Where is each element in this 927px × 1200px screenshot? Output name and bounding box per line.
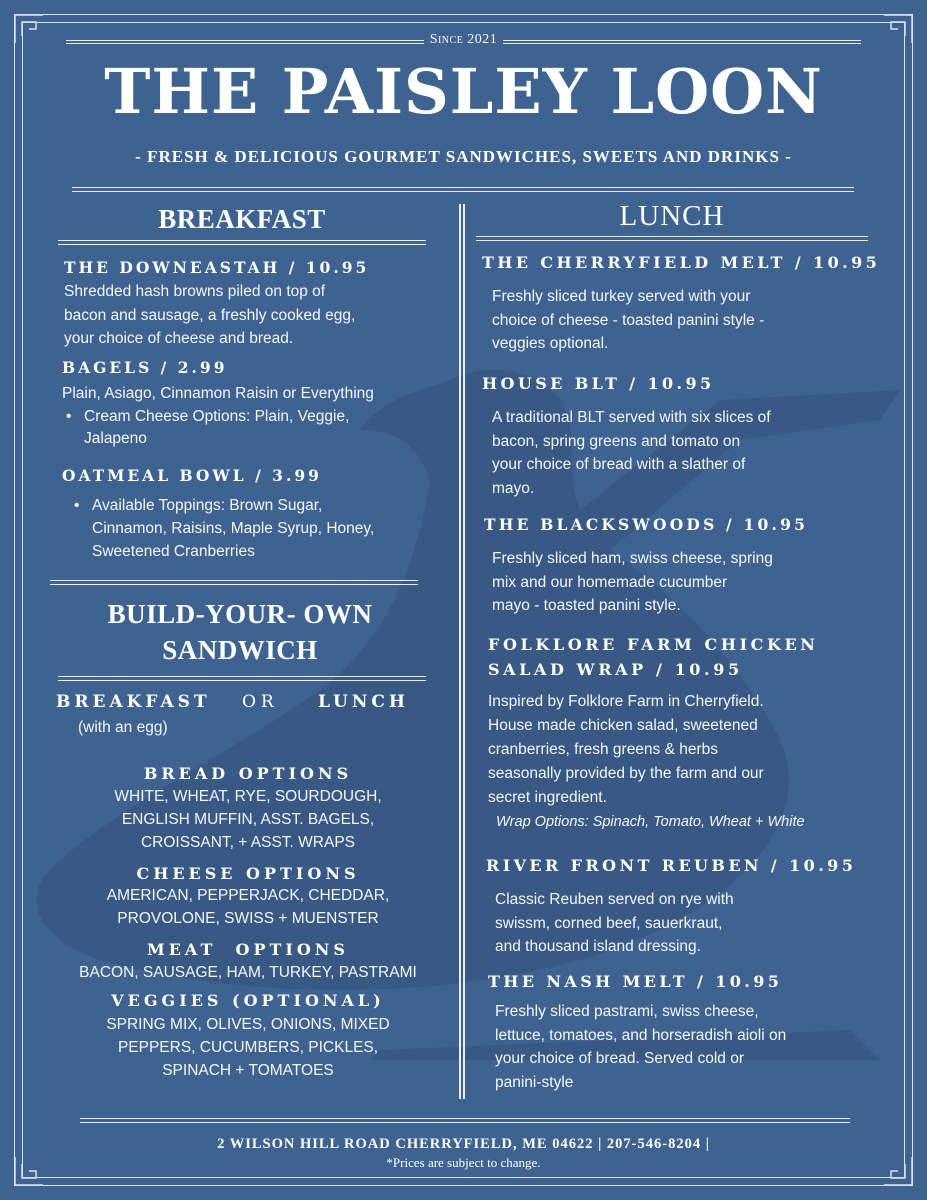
menu-item-heading: HOUSE BLT / 10.95	[482, 374, 715, 393]
menu-item-heading: THE BLACKSWOODS / 10.95	[484, 515, 809, 534]
menu-item-description: Freshly sliced ham, swiss cheese, spring mix and our homemade cucumber mayo - toasted panini style.	[492, 550, 773, 614]
menu-item-description: Plain, Asiago, Cinnamon Raisin or Everything	[62, 385, 374, 402]
footer-note: *Prices are subject to change.	[386, 1155, 541, 1170]
menu-item-description: Shredded hash browns piled on top of bacon and sausage, a freshly cooked egg, your choice of cheese and bread.	[64, 283, 356, 347]
header-divider	[72, 187, 854, 192]
footer-divider	[80, 1118, 850, 1123]
build-title: BUILD-YOUR- OWN SANDWICH	[107, 599, 373, 665]
breakfast-choice: BREAKFAST	[56, 692, 211, 712]
lunch-title: LUNCH	[619, 200, 725, 232]
option-heading: BREAD OPTIONS	[143, 764, 353, 783]
option-heading: CHEESE OPTIONS	[136, 864, 360, 883]
lunch-divider	[476, 236, 868, 241]
menu-item-description: Inspired by Folklore Farm in Cherryfield. House made chicken salad, sweetened cranberries, fresh greens & herbs seasonally provided by the farm and our secret ingredient.	[488, 693, 764, 806]
list-item: • Available Toppings: Brown Sugar, Cinnamon, Raisins, Maple Syrup, Honey, Sweetened Cranberries	[70, 494, 442, 563]
restaurant-subtitle: - FRESH & DELICIOUS GOURMET SANDWICHES, SWEETS AND DRINKS -	[135, 147, 792, 166]
menu-item-description: Freshly sliced pastrami, swiss cheese, lettuce, tomatoes, and horseradish aioli on your choice of bread. Served cold or panini-style	[495, 1003, 787, 1091]
menu-item-heading: THE CHERRYFIELD MELT / 10.95	[482, 253, 881, 272]
option-values: AMERICAN, PEPPERJACK, CHEDDAR, PROVOLONE, SWISS + MUENSTER	[106, 887, 390, 927]
menu-item-description: Freshly sliced turkey served with your choice of cheese - toasted panini style - veggies optional.	[492, 288, 765, 352]
menu-item-heading: FOLKLORE FARM CHICKEN SALAD WRAP / 10.95	[488, 635, 819, 679]
menu-item-heading: OATMEAL BOWL / 3.99	[62, 466, 322, 485]
lunch-choice: LUNCH	[318, 692, 409, 712]
column-divider	[459, 204, 465, 1099]
section-divider	[50, 580, 418, 585]
breakfast-divider	[58, 240, 426, 245]
build-divider	[58, 676, 426, 681]
menu-item-heading: THE DOWNEASTAH / 10.95	[64, 258, 370, 277]
menu-item-description: Classic Reuben served on rye with swissm, corned beef, sauerkraut, and thousand island dressing.	[495, 891, 734, 955]
option-heading: MEAT OPTIONS	[147, 940, 349, 959]
bullet-list	[70, 494, 442, 563]
breakfast-title: BREAKFAST	[158, 204, 326, 234]
footer-address: 2 WILSON HILL ROAD CHERRYFIELD, ME 04622 | 207-546-8204 |	[217, 1136, 710, 1152]
option-values: BACON, SAUSAGE, HAM, TURKEY, PASTRAMI	[79, 964, 417, 981]
egg-note: (with an egg)	[78, 719, 168, 736]
list-item: • Cream Cheese Options: Plain, Veggie, Jalapeno	[62, 406, 442, 450]
menu-item-description: A traditional BLT served with six slices of bacon, spring greens and tomato on your choice of bread with a slather of mayo.	[492, 409, 771, 497]
greek-key-corner-icon	[14, 14, 44, 44]
menu-item-heading: RIVER FRONT REUBEN / 10.95	[486, 856, 857, 875]
since-text: Since 2021	[424, 32, 504, 47]
menu-item-heading: BAGELS / 2.99	[62, 358, 228, 377]
greek-key-corner-icon	[883, 14, 913, 44]
wrap-options-note: Wrap Options: Spinach, Tomato, Wheat + White	[496, 814, 805, 830]
option-values: SPRING MIX, OLIVES, ONIONS, MIXED PEPPERS, CUCUMBERS, PICKLES, SPINACH + TOMATOES	[106, 1016, 390, 1079]
since-banner	[66, 32, 861, 50]
option-values: WHITE, WHEAT, RYE, SOURDOUGH, ENGLISH MUFFIN, ASST. BAGELS, CROISSANT, + ASST. WRAPS	[114, 788, 382, 851]
bullet-list	[62, 406, 442, 450]
menu-item-heading: THE NASH MELT / 10.95	[488, 972, 783, 991]
option-heading: VEGGIES (OPTIONAL)	[111, 991, 385, 1010]
restaurant-title: THE PAISLEY LOON	[104, 55, 823, 128]
or-label: OR	[242, 692, 279, 712]
